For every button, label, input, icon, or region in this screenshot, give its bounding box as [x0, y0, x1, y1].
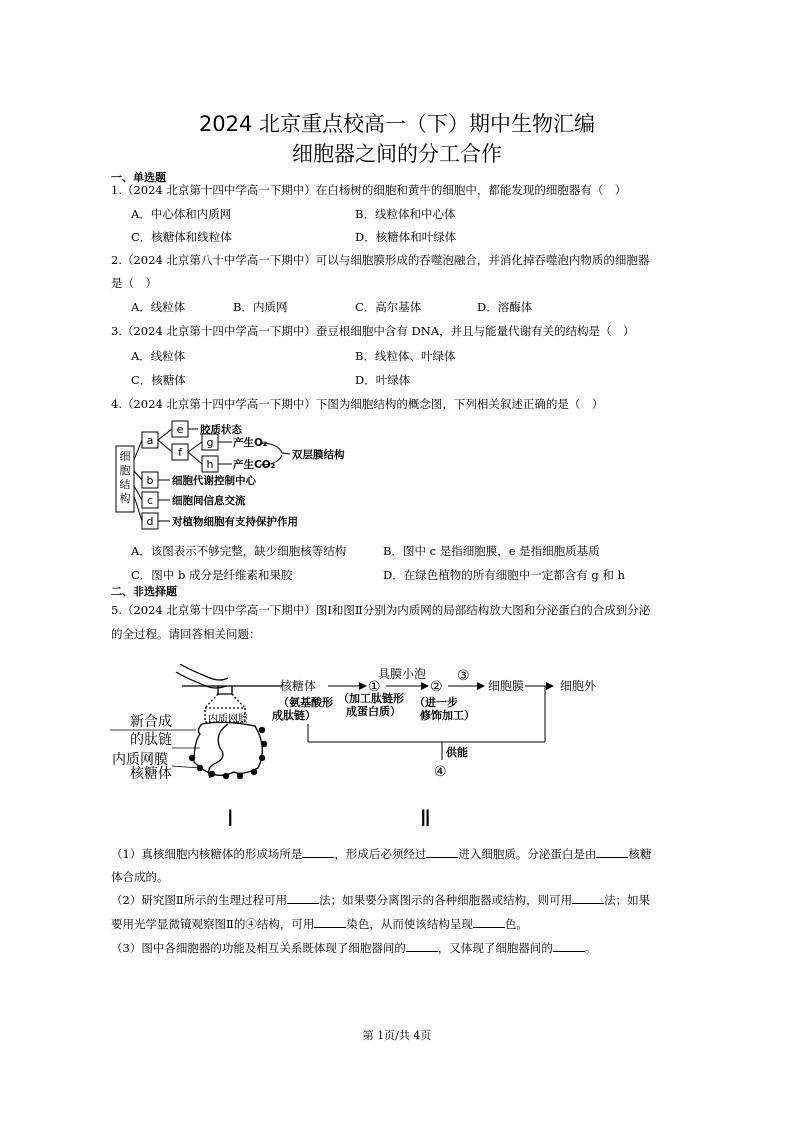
label-h: 产生CO₂ [233, 459, 276, 471]
label-process-2: 成蛋白质） [346, 705, 401, 718]
section-single-choice: 一、单选题 [111, 171, 166, 184]
label-double-membrane: 双层膜结构 [292, 449, 345, 461]
q2-stem-line2: 是（ ） [111, 276, 157, 290]
q3-option-b: B．线粒体、叶绿体 [355, 349, 456, 363]
label-e: 胶质状态 [200, 424, 242, 436]
label-modify-1: （进一步 [414, 696, 458, 709]
q5-part1-line2: 体合成的。 [111, 870, 169, 884]
q5-part2-line1 [111, 892, 650, 908]
q5-part2-line2 [111, 916, 528, 932]
q5-p1-text-d: 核糖 [628, 847, 652, 861]
q2-option-d: D．溶酶体 [477, 300, 533, 314]
label-aa-2: 成肽链） [272, 709, 316, 722]
q1-option-b: B．线粒体和中心体 [355, 207, 456, 221]
roman-label-II: Ⅱ [420, 807, 431, 832]
label-process-1: （加工肽链形 [338, 692, 404, 705]
label-aa-1: （氨基酸形 [278, 696, 333, 709]
q4-option-b: B．图中 c 是指细胞膜，e 是指细胞质基质 [383, 544, 600, 558]
label-vesicle: 具膜小泡 [378, 667, 427, 681]
label-er-lumen: 内质网腔 [208, 714, 248, 725]
label-new-peptide-1: 新合成 [130, 714, 172, 730]
q4-stem: 4.（2024 北京第十四中学高一下期中）下图为细胞结构的概念图，下列相关叙述正确的是（ ） [111, 397, 604, 411]
q4-option-a: A．该图表示不够完整，缺少细胞核等结构 [131, 544, 347, 558]
figure-secretory-pathway [270, 664, 610, 834]
label-ribosome: 核糖体 [130, 766, 172, 782]
q2-option-a: A．线粒体 [131, 300, 186, 314]
q1-stem: 1.（2024 北京第十四中学高一下期中）在白杨树的细胞和黄牛的细胞中，都能发现的细胞器有（ ） [111, 183, 627, 197]
node-d: d [146, 515, 154, 528]
node-g: g [206, 436, 214, 449]
label-d: 对植物细胞有支持保护作用 [172, 516, 298, 528]
q1-option-d: D．核糖体和叶绿体 [355, 230, 457, 244]
ribosome-dots [189, 727, 267, 779]
q5-p2-text-d: 要用光学显微镜观察图Ⅱ的④结构，可用 [111, 917, 315, 931]
answer-blank-8[interactable] [406, 940, 438, 952]
root-char-3: 结 [119, 478, 131, 491]
node-2: ② [430, 679, 443, 695]
q4-option-c: C．图中 b 成分是纤维素和果胶 [131, 568, 293, 582]
q5-part3 [111, 940, 596, 956]
q5-p3-text-b: ，又体现了细胞器间的 [437, 941, 553, 955]
section-non-choice: 二、非选择题 [111, 585, 177, 598]
answer-blank-1[interactable] [302, 846, 334, 858]
q3-option-a: A．线粒体 [131, 349, 186, 363]
answer-blank-4[interactable] [287, 892, 319, 904]
q2-stem-line1: 2.（2024 北京第八十中学高一下期中）可以与细胞膜形成的吞噬泡融合，并消化掉吞噬泡内物质的细胞器 [111, 253, 650, 267]
node-extracellular: 细胞外 [560, 679, 597, 693]
answer-blank-7[interactable] [473, 916, 505, 928]
page-footer: 第 1页/共 4页 [362, 1029, 432, 1042]
node-e: e [176, 423, 184, 436]
q3-stem: 3.（2024 北京第十四中学高一下期中）蚕豆根细胞中含有 DNA，并且与能量代谢有关的结构是（ ） [111, 324, 635, 338]
label-b: 细胞代谢控制中心 [172, 475, 256, 487]
q5-p2-text-e: 染色，从而使该结构呈现 [346, 917, 473, 931]
figure-er-structure [110, 664, 285, 834]
q5-p2-text-b: 法；如果要分离图示的各种细胞器或结构，则可用 [319, 893, 573, 907]
node-a: a [146, 434, 154, 447]
label-g: 产生O₂ [233, 437, 268, 449]
root-char-2: 胞 [119, 464, 131, 477]
node-b: b [146, 474, 154, 487]
q2-option-b: B．内质网 [233, 300, 288, 314]
node-4: ④ [434, 764, 447, 780]
doc-subtitle: 细胞器之间的分工合作 [292, 142, 502, 166]
q5-p1-text-a: （1）真核细胞内核糖体的形成场所是 [111, 847, 303, 861]
root-char-1: 细 [119, 450, 131, 463]
label-er-membrane: 内质网膜 [112, 752, 168, 768]
q1-option-c: C．核糖体和线粒体 [131, 230, 232, 244]
node-h: h [206, 458, 214, 471]
cell-structure-concept-map [110, 416, 370, 536]
answer-blank-6[interactable] [314, 916, 346, 928]
q3-option-d: D．叶绿体 [355, 373, 411, 387]
node-1: ① [368, 679, 381, 695]
q5-p3-text-c: 。 [584, 941, 597, 955]
label-energy: 供能 [446, 746, 468, 759]
q3-option-c: C．核糖体 [131, 373, 186, 387]
label-c: 细胞间信息交流 [172, 495, 246, 507]
q5-stem-line2: 的全过程。请回答相关问题： [111, 627, 261, 641]
node-cell-membrane: 细胞膜 [488, 679, 525, 693]
root-char-4: 构 [119, 492, 131, 505]
q4-option-d: D．在绿色植物的所有细胞中一定都含有 g 和 h [383, 568, 625, 582]
q2-option-c: C．高尔基体 [355, 300, 422, 314]
doc-title: 2024 北京重点校高一（下）期中生物汇编 [198, 112, 596, 136]
q5-p2-text-f: 色。 [504, 917, 528, 931]
q5-p1-text-b: ，形成后必须经过 [334, 847, 427, 861]
answer-blank-5[interactable] [572, 892, 604, 904]
node-c: c [146, 494, 154, 507]
q5-stem-line1: 5.（2024 北京第十四中学高一下期中）图Ⅰ和图Ⅱ分别为内质网的局部结构放大图和分泌蛋白的合成到分泌 [111, 603, 651, 617]
label-modify-2: 修饰加工） [420, 709, 475, 722]
q5-p1-text-c: 进入细胞质。分泌蛋白是由 [458, 847, 597, 861]
node-f: f [178, 446, 182, 459]
node-3: ③ [457, 668, 470, 684]
q5-part1-line1 [111, 846, 651, 862]
q5-p2-text-c: 法；如果 [604, 893, 651, 907]
roman-label-I: Ⅰ [227, 807, 234, 832]
answer-blank-9[interactable] [553, 940, 585, 952]
q1-option-a: A．中心体和内质网 [131, 207, 232, 221]
answer-blank-3[interactable] [596, 846, 628, 858]
node-ribosome: 核糖体 [280, 679, 317, 693]
label-new-peptide-2: 的肽链 [130, 732, 172, 748]
answer-blank-2[interactable] [426, 846, 458, 858]
q5-p3-text-a: （3）图中各细胞器的功能及相互关系既体现了细胞器间的 [111, 941, 406, 955]
q5-p2-text-a: （2）研究图Ⅱ所示的生理过程可用 [111, 893, 288, 907]
